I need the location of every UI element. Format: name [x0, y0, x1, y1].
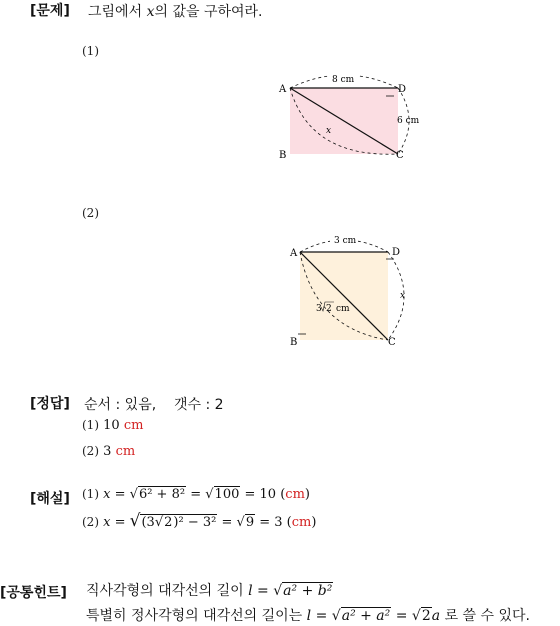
figure2-diag-rad: 2 — [326, 304, 332, 314]
explanation-line-2-label: (2) — [82, 515, 99, 529]
figure2-square-diagram — [280, 228, 420, 353]
explanation-line-1-unit: cm — [285, 487, 305, 502]
answer-item-2 — [82, 444, 135, 459]
explanation-line-1-radical-2: √100 — [205, 487, 240, 502]
hint-line-2-tail: 로 쓸 수 있다. — [444, 608, 530, 624]
figure2-top-length: 3 cm — [334, 236, 357, 246]
hint-line-2: 특별히 정사각형의 대각선의 길이는 l = √a² + a² = √2a 로 쓸 수 있다. — [86, 608, 530, 624]
explanation-line-1-radical-1: √6² + 8² — [129, 487, 186, 502]
explanation-line-2-radical-1: √(3√2)² − 3² — [129, 511, 217, 531]
hint-line-2-math: l = — [306, 608, 328, 624]
answer-item-1-unit: cm — [123, 418, 144, 433]
problem-variable: x — [146, 4, 155, 20]
problem-statement — [88, 1, 263, 21]
figure1-vertex-b: B — [279, 150, 287, 161]
figure1-label: (1) — [82, 44, 99, 58]
figure1-side-length: 6 cm — [397, 116, 420, 126]
explanation-line-2-radical-2: √9 — [236, 515, 255, 530]
explanation-line-1-label: (1) — [82, 487, 99, 501]
problem-tag: [문제] — [30, 3, 70, 19]
answer-item-1-label: (1) — [82, 418, 99, 432]
figure1-diag-label: x — [326, 126, 332, 136]
figure2-vertex-a: A — [290, 248, 298, 259]
explanation-tag: [해설] — [30, 491, 70, 507]
answer-item-1 — [82, 418, 143, 433]
explanation-line-2: (2) x = √(3√2)² − 3² = √9 = 3 (cm) — [82, 511, 317, 531]
figure2-label: (2) — [82, 206, 99, 220]
figure1-vertex-a: A — [279, 84, 287, 95]
hint-line-1-text: 직사각형의 대각선의 길이 — [86, 583, 244, 599]
answer-meta: 순서 : 있음, 갯수 : 2 — [84, 397, 224, 413]
answer-item-2-unit: cm — [115, 444, 136, 459]
answer-item-1-value: 10 — [103, 418, 120, 433]
answer-tag: [정답] — [30, 396, 70, 412]
figure2-diag-coef: 3 — [316, 304, 322, 314]
hint-line-2-text: 특별히 정사각형의 대각선의 길이는 — [86, 608, 303, 624]
problem-statement-post: 의 값을 구하여라. — [154, 4, 263, 20]
hint-line-1 — [86, 580, 333, 600]
hint-line-2-radical: √a² + a² — [331, 608, 391, 624]
explanation-line-2-lhs: x = — [103, 515, 126, 530]
figure1-vertex-c: C — [396, 150, 404, 161]
problem-statement-pre: 그림에서 — [88, 4, 143, 20]
explanation-line-1-lhs: x = — [103, 487, 126, 502]
hint-tag: [공통힌트] — [0, 585, 67, 601]
answer-item-2-value: 3 — [103, 444, 112, 459]
figure1-rectangle-diagram — [270, 68, 430, 168]
figure2-vertex-b: B — [290, 337, 298, 348]
answer-item-2-label: (2) — [82, 444, 99, 458]
figure1-top-length: 8 cm — [332, 75, 355, 85]
figure2-vertex-c: C — [388, 337, 396, 348]
figure2-side-label: x — [400, 291, 406, 301]
figure2-vertex-d: D — [392, 247, 401, 258]
figure1-vertex-d: D — [398, 84, 407, 95]
explanation-line-2-unit: cm — [291, 515, 312, 530]
hint-line-1-radical: √a² + b² — [273, 583, 333, 599]
explanation-line-1: (1) x = √6² + 8² = √100 = 10 (cm) — [82, 487, 310, 502]
hint-line-1-math: l = — [248, 583, 269, 599]
figure2-diag-unit: cm — [336, 304, 350, 314]
hint-line-2-radical-2: √2 — [411, 608, 431, 624]
